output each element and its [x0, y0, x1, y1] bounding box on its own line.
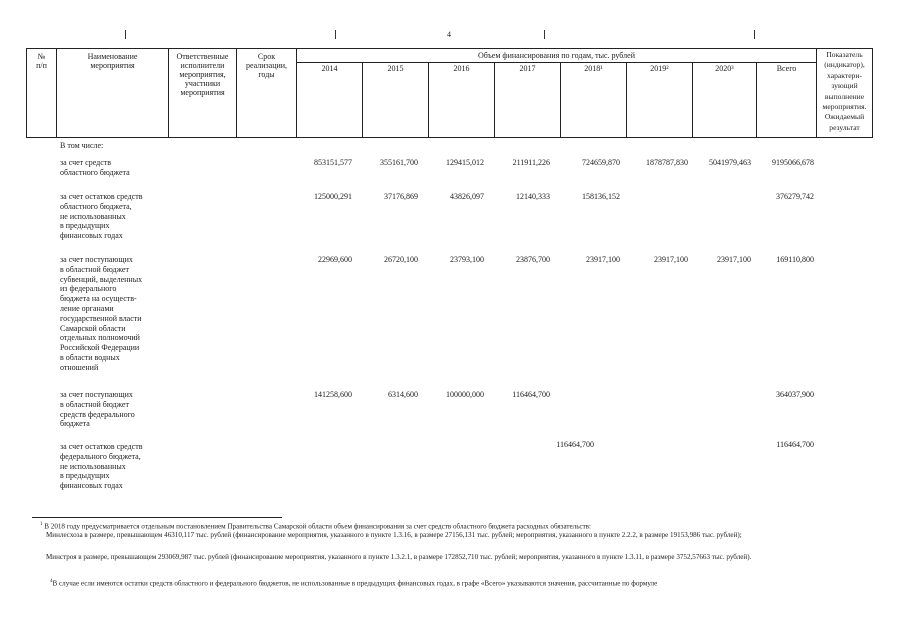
scan-mark — [335, 30, 336, 39]
header-num: № п/п — [36, 52, 47, 70]
year-2016: 2016 — [453, 64, 470, 73]
row-label: В том числе: — [60, 141, 104, 150]
cell-value: 23917,100 — [586, 255, 620, 264]
header-term: Срок реализации, годы — [245, 52, 288, 79]
cell-value: 100000,000 — [446, 390, 484, 399]
footnote-rule — [32, 517, 282, 518]
row-label: за счет поступающих в областной бюджет субвенций, выделенных из федерального бюджета на осуществ- ление органами государственной власти Самарской области отдельных полномочий Российской Федерации в области водных отношений — [60, 255, 143, 372]
cell-value: 37176,869 — [384, 192, 418, 201]
scan-mark — [125, 30, 126, 39]
cell-value: 364037,900 — [776, 390, 814, 399]
cell-value: 158136,152 — [582, 192, 620, 201]
cell-value: 22969,600 — [318, 255, 352, 264]
cell-value: 376279,742 — [776, 192, 814, 201]
header-indicator: Показатель (индикатор), характери- зующий выполнение мероприятия. Ожидаемый результат — [822, 50, 867, 132]
page-number: 4 — [447, 30, 451, 39]
cell-value: 211911,226 — [512, 158, 550, 167]
header-name: Наименование мероприятия — [87, 52, 138, 70]
scan-mark — [544, 30, 545, 39]
cell-value: 125000,291 — [314, 192, 352, 201]
cell-value: 129415,012 — [446, 158, 484, 167]
cell-value: 9195066,678 — [772, 158, 814, 167]
cell-value: 23793,100 — [450, 255, 484, 264]
cell-value: 5041979,463 — [709, 158, 751, 167]
cell-value: 23917,100 — [717, 255, 751, 264]
year-2019: 2019² — [650, 64, 669, 73]
row-label: за счет средств областного бюджета — [60, 158, 130, 177]
year-total: Всего — [776, 64, 797, 73]
cell-value: 6314,600 — [388, 390, 418, 399]
scan-mark — [754, 30, 755, 39]
header-finance: Объем финансирования по годам, тыс. рублей — [478, 51, 635, 60]
cell-value: 23876,700 — [516, 255, 550, 264]
cell-value: 23917,100 — [654, 255, 688, 264]
footnote-1a: Минлесхоза в размере, превышающем 46310,117 тыс. рублей (финансирование мероприятия, указанного в пункте 1.3.16, в размере 27156,131 тыс. рублей; мероприятия, указанного в пункте 2.2.2, в размере 19153,986 тыс. рублей); — [46, 531, 742, 539]
footnote-1: $^1$ В 2018 году предусматривается отдельным постановлением Правительства Самарской области объем финансирования за счет средств областного бюджета расходных обязательств: — [40, 522, 591, 531]
footnote-4: $^4$В случае если имеются остатки средств областного и федерального бюджетов, не использованные в предыдущих финансовых годах, в графе «Всего» указываются значения, рассчитанные по формуле — [50, 579, 658, 588]
year-2018: 2018¹ — [584, 64, 603, 73]
cell-value: 116464,700 — [556, 440, 594, 449]
row-label: за счет поступающих в областной бюджет средств федерального бюджета — [60, 390, 135, 429]
year-2020: 2020³ — [715, 64, 734, 73]
year-2017: 2017 — [519, 64, 536, 73]
cell-value: 116464,700 — [776, 440, 814, 449]
cell-value: 43826,097 — [450, 192, 484, 201]
row-label: за счет остатков средств областного бюджета, не использованных в предыдущих финансовых годах — [60, 192, 143, 241]
year-2015: 2015 — [387, 64, 404, 73]
cell-value: 116464,700 — [512, 390, 550, 399]
year-2014: 2014 — [321, 64, 338, 73]
cell-value: 724659,870 — [582, 158, 620, 167]
row-label: за счет остатков средств федерального бюджета, не использованных в предыдущих финансовых годах — [60, 442, 143, 491]
cell-value: 141258,600 — [314, 390, 352, 399]
cell-value: 1878787,830 — [646, 158, 688, 167]
cell-value: 169110,800 — [776, 255, 814, 264]
cell-value: 853151,577 — [314, 158, 352, 167]
header-responsible: Ответственные исполнители мероприятия, участники мероприятия — [176, 52, 229, 97]
footnote-1b: Минстроя в размере, превышающем 293069,987 тыс. рублей (финансирование мероприятия, указанного в пункте 1.3.2.1, в размере 172852,710 тыс. рублей; мероприятия, указанного в пункте 1.3.11, в размере 3752,57663 тыс. рублей). — [46, 553, 752, 561]
cell-value: 26720,100 — [384, 255, 418, 264]
cell-value: 12140,333 — [516, 192, 550, 201]
cell-value: 355161,700 — [380, 158, 418, 167]
